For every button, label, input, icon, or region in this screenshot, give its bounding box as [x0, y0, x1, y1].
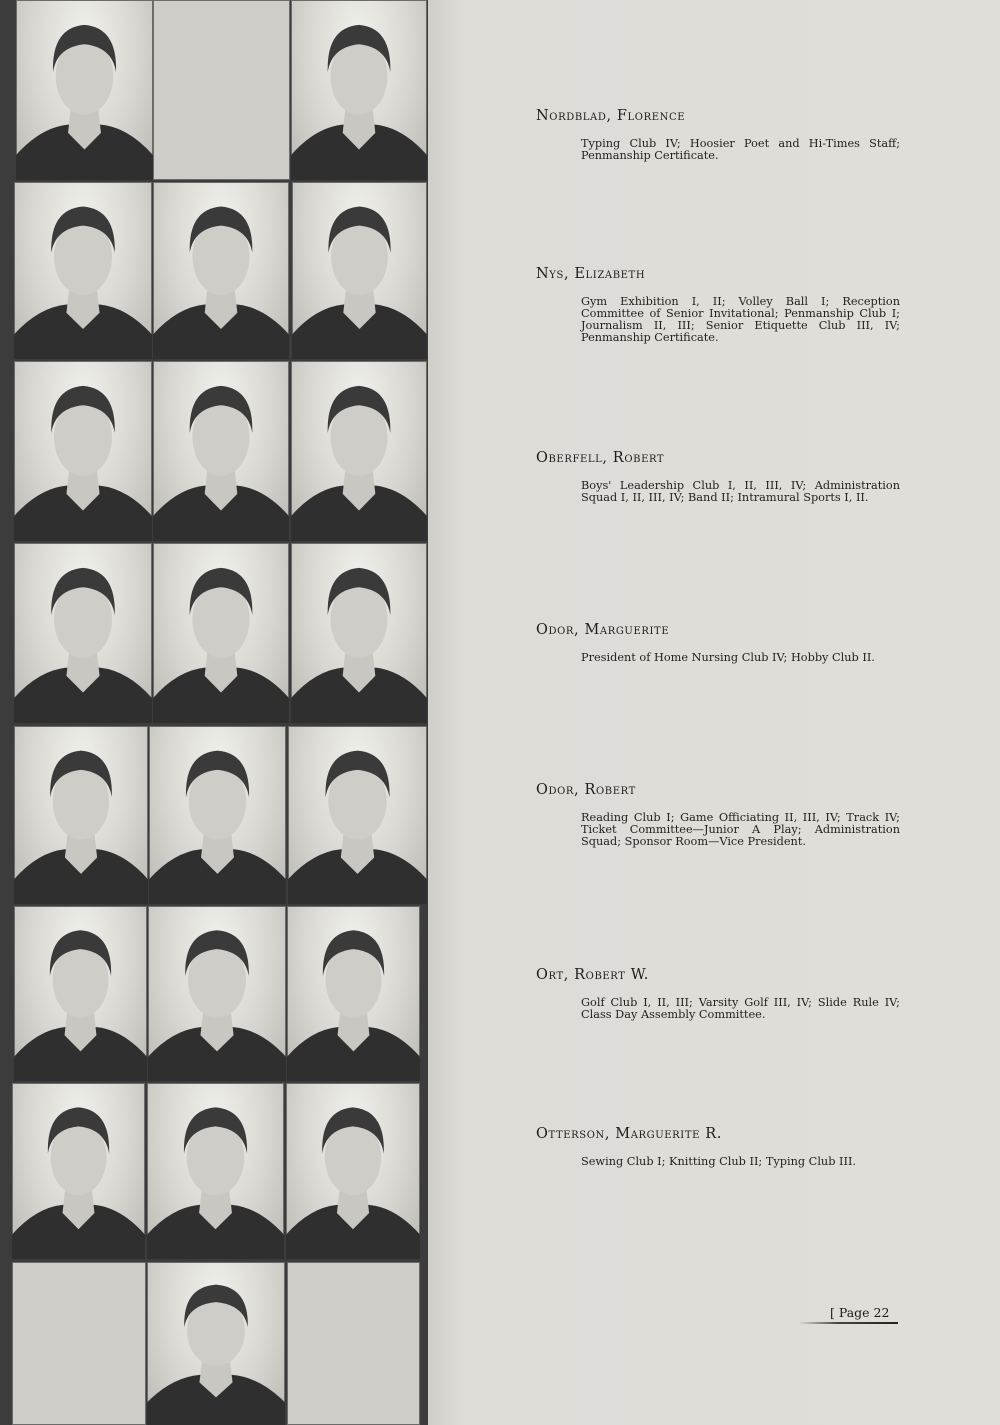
- student-name: Ort, Robert W.: [536, 967, 649, 983]
- student-activities: Sewing Club I; Knitting Club II; Typing Club III.: [581, 1155, 857, 1168]
- student-activities: President of Home Nursing Club IV; Hobby Club II.: [581, 651, 875, 664]
- student-activities: Gym Exhibition I, II; Volley Ball I; Reception Committee of Senior Invitational; Penmanship Club I; Journalism II, III; Senior Etiquette Club III, IV; Penmanship Certificate.: [581, 295, 900, 344]
- senior-entry: [536, 967, 900, 1021]
- student-name: Otterson, Marguerite R.: [536, 1126, 722, 1142]
- student-portrait: [14, 543, 152, 723]
- student-portrait: [16, 0, 153, 180]
- student-portrait: [147, 1083, 284, 1259]
- student-activities: Golf Club I, II, III; Varsity Golf III, IV; Slide Rule IV; Class Day Assembly Committee.: [581, 996, 900, 1021]
- student-name: Odor, Marguerite: [536, 622, 670, 638]
- student-portrait: [14, 361, 152, 541]
- student-activities: Boys' Leadership Club I, II, III, IV; Administration Squad I, II, III, IV; Band II; Intramural Sports I, II.: [581, 479, 900, 504]
- student-portrait: [291, 543, 427, 723]
- student-name: Oberfell, Robert: [536, 450, 665, 466]
- student-portrait: [148, 906, 286, 1081]
- student-portrait: [149, 726, 286, 904]
- blank-photo-slot: [153, 0, 290, 180]
- student-portrait: [147, 1262, 285, 1425]
- student-portrait: [14, 182, 152, 359]
- student-portrait: [286, 1083, 420, 1259]
- senior-entry: [536, 108, 900, 162]
- senior-entry: [536, 266, 900, 344]
- senior-entry: [536, 1126, 900, 1168]
- student-name: Odor, Robert: [536, 782, 636, 798]
- page-number-rule: [798, 1322, 898, 1324]
- student-portrait: [287, 906, 420, 1081]
- student-portrait: [153, 543, 289, 723]
- senior-entry: [536, 450, 900, 504]
- senior-entry: [536, 782, 900, 848]
- student-name: Nys, Elizabeth: [536, 266, 646, 282]
- blank-photo-slot: [12, 1262, 146, 1425]
- student-portrait: [153, 361, 289, 541]
- student-portrait: [12, 1083, 145, 1259]
- page-number: [ Page 22: [830, 1305, 890, 1320]
- student-name: Nordblad, Florence: [536, 108, 686, 124]
- student-portrait: [288, 726, 427, 904]
- student-portrait: [153, 182, 289, 359]
- student-portrait: [292, 182, 427, 359]
- student-portrait: [14, 906, 147, 1081]
- yearbook-page: [428, 0, 1000, 1425]
- student-activities: Reading Club I; Game Officiating II, III, IV; Track IV; Ticket Committee—Junior A Play; Administration Squad; Sponsor Room—Vice President.: [581, 811, 900, 848]
- senior-entry: [536, 622, 900, 664]
- portrait-column: [0, 0, 428, 1425]
- blank-photo-slot: [287, 1262, 420, 1425]
- student-activities: Typing Club IV; Hoosier Poet and Hi-Times Staff; Penmanship Certificate.: [581, 137, 900, 162]
- student-portrait: [291, 361, 427, 541]
- student-portrait: [14, 726, 148, 904]
- student-portrait: [291, 0, 427, 180]
